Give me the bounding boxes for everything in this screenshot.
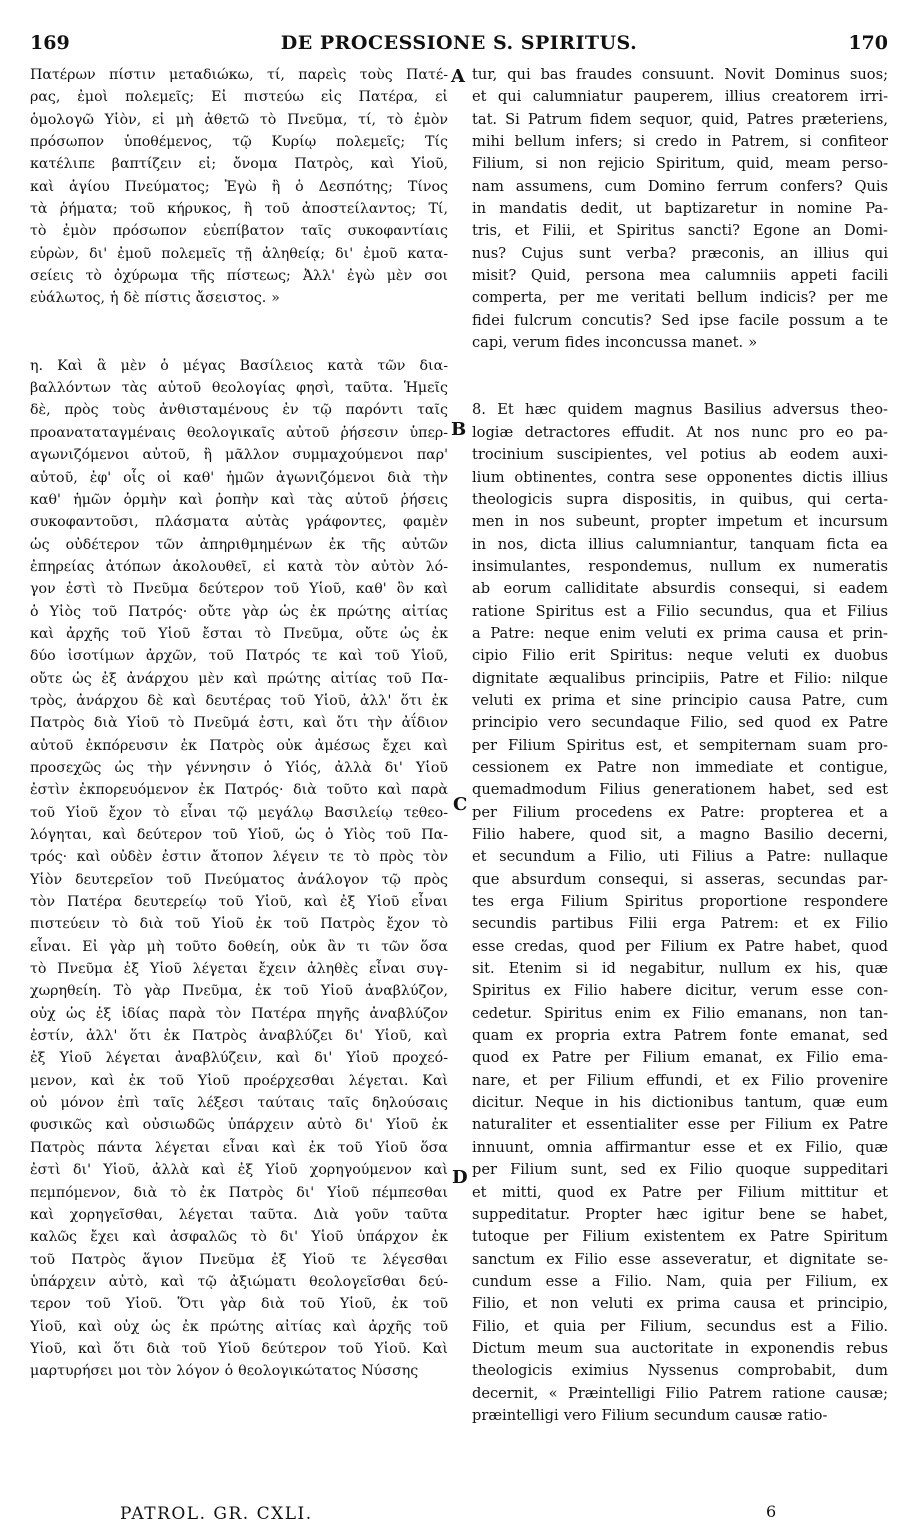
greek-line: ὡς οὐδέτερον τῶν ἀπηριθμημένων ἐκ τῆς αὐτῶν — [30, 536, 448, 553]
greek-line: Υἱοῦ, καὶ οὐχ ὡς ἐκ πρώτης αἰτίας καὶ ἀρχῆς τοῦ — [30, 1318, 448, 1335]
greek-paragraph-2 — [30, 355, 448, 1383]
greek-line: φυσικῶς καὶ οὐσιωδῶς ὑπάρχειν αὐτὸ δι' Υἱοῦ ἐκ — [30, 1117, 448, 1134]
latin-line: logiæ detractores effudit. At nos nunc pro eo pa- — [472, 423, 888, 441]
greek-line: συκοφαντοῦσι, πλάσματα αὐτὰς γράφοντες, φαμὲν — [30, 514, 448, 531]
latin-line: insimulantes, respondemus, nullum ex numeratis — [472, 557, 888, 575]
latin-line: comperta, per me veritati bellum indicis? per me — [472, 289, 888, 307]
latin-paragraph-1 — [472, 64, 888, 354]
greek-line: καθ' ἡμῶν ὁρμὴν καὶ ῥοπὴν καὶ τὰς αὐτοῦ ῥήσεις — [30, 491, 448, 508]
latin-line: et secundum a Filio, uti Filius a Patre: nullaque — [472, 848, 888, 866]
greek-line: μενον, καὶ ἐκ τοῦ Υἱοῦ προέρχεσθαι λέγεται. Καὶ — [30, 1072, 448, 1089]
greek-line: καὶ χορηγεῖσθαι, λέγεται ταῦτα. Διὰ γοῦν ταῦτα — [30, 1206, 448, 1223]
margin-marker-a: A — [451, 66, 465, 87]
latin-line: secundis partibus Filii erga Patrem: et ex Filio — [472, 915, 888, 933]
greek-line: τοῦ Πατρὸς ἅγιον Πνεῦμα ἐξ Υἱοῦ τε λέγεσθαι — [30, 1251, 448, 1268]
latin-line: cedetur. Spiritus enim ex Filio emanans, non tan- — [472, 1004, 888, 1022]
greek-line: ρας, ἐμοὶ πολεμεῖς; Εἰ πιστεύω εἰς Πατέρα, εἰ — [30, 89, 448, 106]
greek-line: χωρηθείη. Τὸ γὰρ Πνεῦμα, ἐκ τοῦ Υἱοῦ ἀναβλύζον, — [30, 983, 448, 1000]
greek-line: πιστεύειν τὸ διὰ τοῦ Υἱοῦ ἐκ τοῦ Πατρὸς ἔχον τὸ — [30, 916, 448, 933]
latin-line: ab eorum calliditate absurdis consequi, si eadem — [472, 580, 888, 598]
greek-line: δὲ, πρὸς τοὺς ἀνθισταμένους ἐν τῷ παρόντι ταῖς — [30, 402, 448, 419]
greek-line: εὑρὼν, δι' ἐμοῦ πολεμεῖς τῇ ἀληθείᾳ; δι' ἐμοῦ κατα- — [30, 245, 448, 262]
latin-line: lium obtinentes, contra sese opponentes dictis illius — [472, 468, 888, 486]
greek-line: βαλλόντων τὰς αὐτοῦ θεολογίας φησὶ, ταῦτα. Ἡμεῖς — [30, 380, 448, 397]
greek-line: αὐτοῦ, ἐφ' οἷς οἱ καθ' ἡμῶν ἀγωνιζόμενοι διὰ τὴν — [30, 469, 448, 486]
greek-line: κατέλιπε βαπτίζειν εἰ; ὄνομα Πατρὸς, καὶ Υἱοῦ, — [30, 156, 448, 173]
latin-line: suppeditatur. Propter hæc igitur bene se habet, — [472, 1205, 888, 1223]
latin-line: et mitti, quod ex Patre per Filium mittitur et — [472, 1183, 888, 1201]
latin-line: tris, et Filii, et Spiritus sancti? Egone an Domi- — [472, 222, 888, 240]
latin-line: quemadmodum Filius generationem habet, sed est — [472, 781, 888, 799]
latin-paragraph-2 — [472, 399, 888, 1427]
greek-line: προσεχῶς ὡς τὴν γέννησιν ὁ Υἱός, ἀλλὰ δι' Υἱοῦ — [30, 759, 448, 776]
latin-line: veluti ex prima et sine principio causa Patre, cum — [472, 691, 888, 709]
greek-line: Υἱοῦ, καὶ ὅτι διὰ τοῦ Υἱοῦ δεύτερον τοῦ Υἱοῦ. Καὶ — [30, 1340, 448, 1357]
greek-line: ἐστίν, ἀλλ' ὅτι ἐκ Πατρὸς ἀναβλύζει δι' Υἱοῦ, καὶ — [30, 1028, 448, 1045]
latin-line: theologicis supra dispositis, in quibus, qui certa- — [472, 490, 888, 508]
latin-line: a Patre: neque enim veluti ex prima causa et prin- — [472, 624, 888, 642]
greek-line: ἐστὶν ἐκπορευόμενον ἐκ Πατρός· διὰ τοῦτο καὶ παρὰ — [30, 782, 448, 799]
latin-line: sit. Etenim si id negabitur, nullum ex his, quæ — [472, 960, 888, 978]
latin-line: Filio, et non veluti ex prima causa et principio, — [472, 1295, 888, 1313]
greek-line: η. Καὶ ἃ μὲν ὁ μέγας Βασίλειος κατὰ τῶν δια- — [30, 357, 448, 374]
latin-line: capi, verum fides inconcussa manet. » — [472, 334, 758, 352]
latin-line: per Filium sunt, sed ex Filio quoque suppeditari — [472, 1161, 888, 1179]
greek-line: καὶ ἁγίου Πνεύματος; Ἐγὼ ἢ ὁ Δεσπότης; Τίνος — [30, 178, 448, 195]
latin-line: præintelligi vero Filium secundum causæ ratio- — [472, 1406, 828, 1424]
greek-line: εἶναι. Εἰ γὰρ μὴ τοῦτο δοθείη, οὐκ ἂν τι τῶν ὅσα — [30, 938, 448, 955]
greek-line: γον ἐστὶ τὸ Πνεῦμα δεύτερον τοῦ Υἱοῦ, καθ' ὃν καὶ — [30, 581, 448, 598]
greek-line: καλῶς ἔχει καὶ ἀσφαλῶς τὸ δι' Υἱοῦ ὑπάρχον ἐκ — [30, 1229, 448, 1246]
latin-line: quam ex propria extra Patrem fonte emanat, sed — [472, 1027, 888, 1045]
greek-line: οὐ μόνον ἐπὶ ταῖς λέξεσι ταύταις ταῖς δηλούσαις — [30, 1095, 448, 1112]
greek-line: τὸ ἐμὸν πρόσωπον εὐεπίβατον ταῖς συκοφαντίαις — [30, 223, 448, 240]
greek-line: ἐπηρείας ἀτόπων ἀκολουθεῖ, εἰ κατὰ τὸν αὐτὸν λό- — [30, 558, 448, 575]
latin-line: trocinium suscipientes, vel potius ab eodem auxi- — [472, 446, 888, 464]
page-number-right: 170 — [848, 32, 888, 54]
latin-line: principio vero secundaque Filio, sed quod ex Patre — [472, 714, 888, 732]
latin-line: misit? Quid, persona mea calumniis appeti facili — [472, 267, 888, 285]
latin-line: tat. Si Patrum fidem sequor, quid, Patres præteriens, — [472, 110, 888, 128]
greek-line: Πατέρων πίστιν μεταδιώκω, τί, παρεὶς τοὺς Πατέ- — [30, 67, 448, 83]
latin-line: decernit, « Præintelligi Filio Patrem ratione causæ; — [472, 1384, 888, 1402]
latin-line: fidei fulcrum concutis? Sed ipse facile possum a te — [472, 311, 888, 329]
greek-line: τὸ Πνεῦμα ἐξ Υἱοῦ λέγεται ἔχειν ἀληθὲς εἶναι συγ- — [30, 961, 448, 978]
greek-line: καὶ ἀρχῆς τοῦ Υἱοῦ ἔσται τὸ Πνεῦμα, οὔτε ὡς ἐκ — [30, 625, 448, 642]
latin-line: que absurdum consequi, si asseras, secundas par- — [472, 870, 888, 888]
latin-line: esse credas, quod per Filium ex Patre habet, quod — [472, 937, 888, 955]
latin-line: dicitur. Neque in his dictionibus tantum, quæ eum — [472, 1094, 888, 1112]
latin-line: mihi bellum infers; si credo in Patrem, si confiteor — [472, 133, 888, 151]
latin-line: in mandatis dedit, ut baptizaretur in nomine Pa- — [472, 200, 888, 218]
latin-line: per Filium procedens ex Patre: propterea et a — [472, 803, 888, 821]
margin-marker-d: D — [452, 1167, 468, 1188]
greek-line: Πατρὸς πάντα λέγεται εἶναι καὶ ἐκ τοῦ Υἱοῦ ὅσα — [30, 1139, 448, 1156]
signature-mark: 6 — [766, 1502, 777, 1521]
latin-line: quod ex Patre per Filium emanat, ex Filio ema- — [472, 1049, 888, 1067]
latin-line: Dictum meum sua auctoritate in exponendis rebus — [472, 1339, 888, 1357]
latin-line: nare, et per Filium effundi, et ex Filio provenire — [472, 1071, 888, 1089]
latin-line: cipio Filio erit Spiritus: neque veluti ex duobus — [472, 647, 888, 665]
latin-line: nus? Cujus sunt verba? præconis, an illius qui — [472, 244, 888, 262]
greek-line: οὐχ ὡς ἐξ ἰδίας παρὰ τὸν Πατέρα πηγῆς ἀναβλύζον — [30, 1005, 448, 1022]
greek-line: αὐτοῦ ἐκπόρευσιν ἐκ Πατρὸς οὐκ ἀμέσως ἔχει καὶ — [30, 737, 448, 754]
page-number-left: 169 — [30, 32, 70, 54]
greek-line: οὔτε ὡς ἐξ ἀνάρχου μὲν καὶ πρώτης αἰτίας τοῦ Πα- — [30, 670, 448, 687]
page-header — [30, 32, 888, 60]
latin-line: Filium, si non rejicio Spiritum, quid, meam perso- — [472, 155, 888, 173]
greek-line: πεμπόμενον, διὰ τὸ ἐκ Πατρὸς δι' Υἱοῦ πέμπεσθαι — [30, 1184, 448, 1201]
greek-line: ὁμολογῶ Υἱὸν, εἰ μὴ ἀθετῶ τὸ Πνεῦμα, τί, τὸ ἐμὸν — [30, 111, 448, 128]
greek-line: ἐστὶ δι' Υἱοῦ, ἀλλὰ καὶ ἐξ Υἱοῦ χορηγούμενον καὶ — [30, 1162, 448, 1179]
greek-paragraph-1 — [30, 64, 448, 310]
greek-line: δύο ἰσοτίμων ἀρχῶν, τοῦ Πατρός τε καὶ τοῦ Υἱοῦ, — [30, 648, 448, 665]
latin-line: tes erga Filium Spiritus proportione respondere — [472, 893, 888, 911]
greek-line: τρὸς, ἀνάρχου δὲ καὶ δευτέρας τοῦ Υἱοῦ, ἀλλ' ὅτι ἐκ — [30, 692, 448, 709]
latin-line: nam assumens, cum Domino ferrum confers? Quis — [472, 177, 888, 195]
greek-line: πρόσωπον ὑποθέμενος, τῷ Κυρίῳ πολεμεῖς; Τίς — [30, 134, 448, 151]
latin-line: theologicis eximius Nyssenus comprobabit, dum — [472, 1362, 888, 1380]
latin-line: 8. Et hæc quidem magnus Basilius adversus theo- — [472, 401, 888, 419]
greek-line: τὸν Πατέρα δευτερείῳ τοῦ Υἱοῦ, καὶ ἐξ Υἱοῦ εἶναι — [30, 894, 448, 911]
latin-line: dignitate æqualibus principiis, Patre et Filio: nilque — [472, 669, 888, 687]
latin-line: cundum esse a Filio. Nam, quia per Filium, ex — [472, 1272, 888, 1290]
greek-line: σείεις τὸ ὀχύρωμα τῆς πίστεως; Ἀλλ' ἐγὼ μὲν σοι — [30, 268, 448, 285]
latin-line: in nos, dicta illius calumniantur, tanquam ficta ea — [472, 535, 888, 553]
greek-line: ὁ Υἱὸς τοῦ Πατρός· οὔτε γὰρ ὡς ἐκ πρώτης αἰτίας — [30, 603, 448, 620]
latin-line: Spiritus ex Filio habere dicitur, verum esse con- — [472, 982, 888, 1000]
latin-line: innuunt, omnia affirmantur esse et ex Filio, quæ — [472, 1138, 888, 1156]
greek-line: προαναταταγμέναις θεολογικαῖς αὐτοῦ ῥήσεσιν ὑπερ- — [30, 424, 448, 441]
latin-line: sanctum ex Filio esse asseveratur, et dignitate se- — [472, 1250, 888, 1268]
latin-line: naturaliter et essentialiter esse per Filium ex Patre — [472, 1116, 888, 1134]
margin-marker-c: C — [453, 794, 468, 815]
greek-line: ἐξ Υἱοῦ λέγεται ἀναβλύζειν, καὶ δι' Υἱοῦ προχεό- — [30, 1050, 448, 1067]
latin-line: et qui calumniatur pauperem, illius creatorem irri- — [472, 88, 888, 106]
running-title: DE PROCESSIONE S. SPIRITUS. — [280, 32, 638, 54]
latin-line: tutoque per Filium existentem ex Patre Spiritum — [472, 1228, 888, 1246]
margin-marker-b: B — [451, 419, 467, 440]
greek-line: τὰ ῥήματα; τοῦ κήρυκος, ἢ τοῦ ἀποστείλαντος; Τί, — [30, 201, 448, 218]
greek-column — [30, 64, 448, 1383]
latin-line: cessionem ex Patre non immediate et contigue, — [472, 758, 888, 776]
greek-line: Πατρὸς διὰ Υἱοῦ τὸ Πνεῦμά ἐστι, καὶ ὅτι τὴν ἀΐδιον — [30, 715, 448, 732]
greek-line: αγωνιζόμενοι αὐτοῦ, ἢ μᾶλλον συμμαχούμενοι παρ' — [30, 447, 448, 464]
greek-line: ὑπάρχειν αὐτὸ, καὶ τῷ ἀξιώματι θεολογεῖσθαι δεύ- — [30, 1273, 448, 1290]
latin-line: Filio habere, quod sit, a magno Basilio decerni, — [472, 826, 888, 843]
greek-line: λόγηται, καὶ δεύτερον τοῦ Υἱοῦ, ὡς ὁ Υἱὸς τοῦ Πα- — [30, 827, 448, 843]
latin-line: per Filium Spiritus est, et sempiternam suam pro- — [472, 736, 888, 754]
greek-line: τερον τοῦ Υἱοῦ. Ὅτι γὰρ διὰ τοῦ Υἱοῦ, ἐκ τοῦ — [30, 1296, 448, 1313]
signature-line: PATROL. GR. CXLI. — [120, 1504, 313, 1524]
latin-line: ratione Spiritus est a Filio secundus, qua et Filius — [472, 602, 888, 620]
greek-line: Υἱὸν δευτερεῖον τοῦ Πνεύματος ἀνάλογον τῷ πρὸς — [30, 871, 448, 888]
greek-line: μαρτυρήσει μοι τὸν λόγον ὁ θεολογικώτατος Νύσσης — [30, 1363, 419, 1380]
latin-line: tur, qui bas fraudes consuunt. Novit Dominus suos; — [472, 66, 888, 83]
latin-column — [472, 64, 888, 1427]
latin-line: Filio, et quia per Filium, secundus est a Filio. — [472, 1317, 888, 1335]
latin-line: men in nos subeunt, propter impetum et incursum — [472, 513, 888, 531]
greek-line: τοῦ Υἱοῦ ἔχον τὸ εἶναι τῷ μεγάλῳ Βασιλείῳ τεθεο- — [30, 804, 448, 821]
greek-line: τρός· καὶ οὐδὲν ἐστιν ἄτοπον λέγειν τε τὸ πρὸς τὸν — [30, 849, 448, 866]
greek-line: εὐάλωτος, ἡ δὲ πίστις ἄσειστος. » — [30, 290, 280, 307]
